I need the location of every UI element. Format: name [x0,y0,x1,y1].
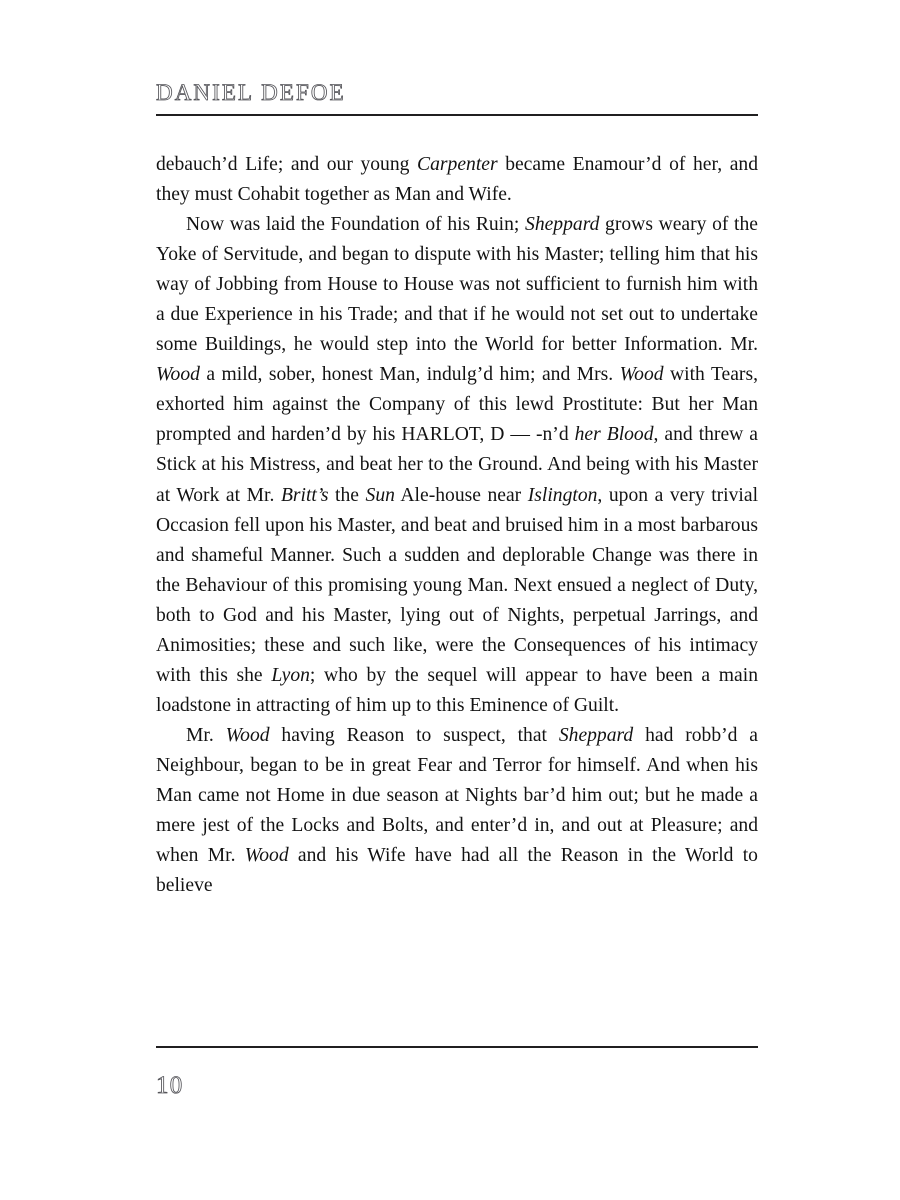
text-run: , upon a very trivial Occasion fell upon his Master, and beat and bruised him in a most barbarous and shameful Manner. Such a sudden and deplorable Change was there in the Behaviour of this promising young Man. Next ensued a neglect of Duty, both to God and his Master, lying out of Nights, perpetual Jarrings, and Animosities; these and such like, were the Consequences of his intimacy with this she [156,484,759,686]
text-run: grows weary of the Yoke of Servitude, and began to dispute with his Master; telling him that his way of Jobbing from House to House was not sufficient to furnish him with a due Experience in his Trade; and that if he would not set out to undertake some Buildings, he would step into the World for better Information. Mr. [156,214,758,356]
text-run: Ale-house near [394,484,528,506]
italic-run: Sun [365,484,395,506]
text-run: had robb’d a Neighbour, began to be in great Fear and Terror for himself. And when his Man came not Home in due season at Nights bar’d him out; but he made a mere jest of the Locks and Bolts, and enter’d in, and out at Pleasure; and when Mr. [156,724,758,867]
header-rule [156,114,758,116]
text-run: Now was laid the Foundation of his Ruin; [186,214,526,236]
italic-run: Britt’s [280,484,329,506]
italic-run: Wood [244,845,289,867]
running-head-title: DANIEL DEFOE [156,80,346,105]
italic-run: Carpenter [417,154,498,175]
text-run: a mild, sober, honest Man, indulg’d him; and Mrs. [199,364,620,386]
text-run: , and threw a Stick at his Mistress, and beat her to the Ground. And being with his Master at Work at Mr. [156,424,758,506]
italic-run: Islington [527,484,598,506]
text-run: and his Wife have had all the Reason in the World to believe [156,845,758,897]
text-run: the [328,484,366,506]
italic-run: Wood [225,724,270,746]
text-run: became Enamour’d of her, and they must Cohabit together as Man and Wife. [156,154,759,206]
para-ruin [156,210,758,721]
italic-run: Sheppard [558,724,634,746]
italic-run: her Blood [574,424,654,446]
italic-run: Lyon [271,664,310,686]
italic-run: Wood [156,364,200,386]
text-run: having Reason to suspect, that [269,724,559,746]
text-run: ; who by the sequel will appear to have been a main loadstone in attracting of him up to this Eminence of Guilt. [156,664,758,716]
para-continued [156,150,758,210]
para-suspect [156,721,758,901]
italic-run: Wood [619,364,664,386]
body-text [156,150,758,901]
text-run: with Tears, exhorted him against the Company of this lewd Prostitute: But her Man prompted and harden’d by his HARLOT, D — -n’d [156,364,758,446]
page-number: 10 [156,1072,184,1099]
text-run: debauch’d Life; and our young [156,154,418,175]
footer-rule [156,1046,758,1048]
text-run: Mr. [186,724,226,746]
italic-run: Sheppard [525,214,600,236]
running-head [156,80,758,106]
